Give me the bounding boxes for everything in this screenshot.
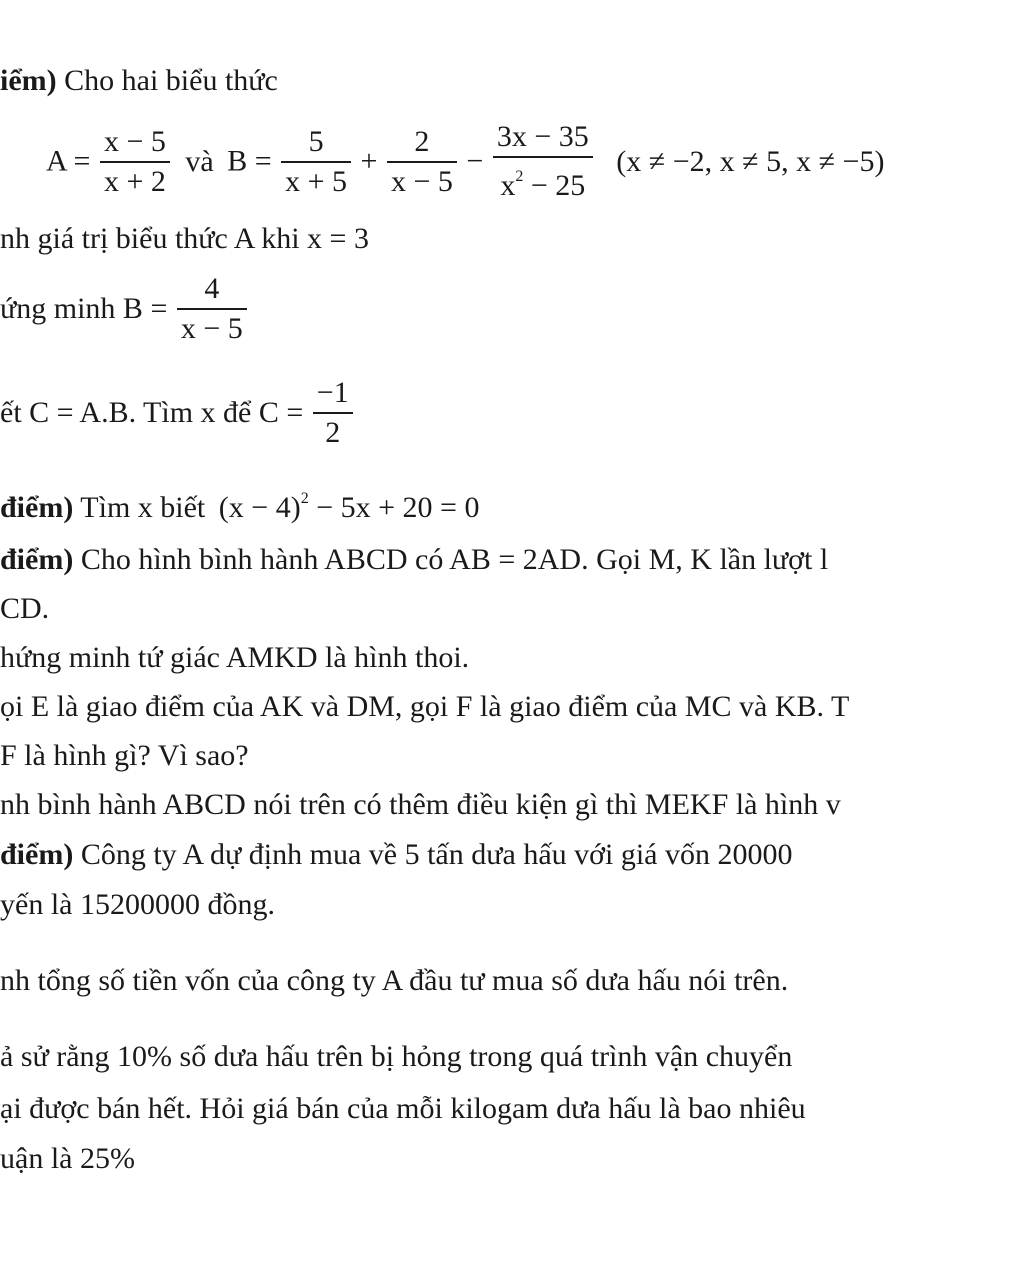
problem-text: Cho hai biểu thức xyxy=(56,64,278,97)
problem-text: Cho hình bình hành ABCD có AB = 2AD. Gọi M, K lần lượt l xyxy=(73,543,829,576)
den-rest: − 25 xyxy=(523,169,586,202)
text-line: F là hình gì? Vì sao? xyxy=(0,739,249,772)
fraction-denominator: x − 5 xyxy=(390,164,453,198)
fraction-denominator: x + 2 xyxy=(103,164,166,198)
a-label: A = xyxy=(46,144,91,178)
b-label: B = xyxy=(227,144,272,178)
fraction-numerator: 3x − 35 xyxy=(493,118,593,158)
problem-1-heading xyxy=(0,64,278,98)
text-line: yến là 15200000 đồng. xyxy=(0,888,275,921)
fraction-c xyxy=(313,374,353,452)
points-label: iểm) xyxy=(0,64,57,97)
question-3c: nh bình hành ABCD nói trên có thêm điều kiện gì thì MEKF là hình v xyxy=(0,788,841,821)
fraction-numerator: 4 xyxy=(177,270,247,310)
problem-text: Tìm x biết xyxy=(73,491,206,524)
equation xyxy=(219,491,480,524)
question-4a: nh tổng số tiền vốn của công ty A đầu tư mua số dưa hấu nói trên. xyxy=(0,964,789,997)
question-1a: nh giá trị biểu thức A khi x = 3 xyxy=(0,222,369,255)
question-text: ết C = A.B. Tìm x để C = xyxy=(0,396,304,429)
fraction-denominator: x − 5 xyxy=(180,312,243,345)
fraction-numerator: −1 xyxy=(313,374,353,414)
plus-sign: + xyxy=(360,144,378,178)
equation-exponent: 2 xyxy=(300,490,309,507)
fraction-denominator: 2 xyxy=(325,416,341,449)
text-line: ại được bán hết. Hỏi giá bán của mỗi kilogam dưa hấu là bao nhiêu xyxy=(0,1092,806,1125)
domain-condition: (x ≠ −2, x ≠ 5, x ≠ −5) xyxy=(616,144,885,178)
question-3b: ọi E là giao điểm của AK và DM, gọi F là giao điểm của MC và KB. T xyxy=(0,690,850,723)
equation-base: (x − 4) xyxy=(218,491,301,524)
conjunction: và xyxy=(185,144,214,178)
fraction-a xyxy=(100,123,170,201)
fraction-b3 xyxy=(493,118,593,205)
den-exponent: 2 xyxy=(515,168,524,185)
points-label: điểm) xyxy=(0,838,74,871)
fraction-numerator: x − 5 xyxy=(100,123,170,163)
question-text: ứng minh B = xyxy=(0,292,168,325)
formula-line-ab xyxy=(46,118,884,205)
fraction-numerator: 2 xyxy=(387,123,457,163)
points-label: điểm) xyxy=(0,491,74,524)
fraction-b2 xyxy=(387,123,457,201)
text-line: uận là 25% xyxy=(0,1142,135,1175)
problem-text: Công ty A dự định mua về 5 tấn dưa hấu với giá vốn 20000 xyxy=(73,838,793,871)
question-4b: ả sử rằng 10% số dưa hấu trên bị hỏng trong quá trình vận chuyển xyxy=(0,1040,793,1073)
problem-3-heading xyxy=(0,543,828,577)
fraction-4 xyxy=(177,270,247,348)
equation-rest: − 5x + 20 = 0 xyxy=(308,491,480,524)
problem-4-heading xyxy=(0,838,792,872)
question-1b xyxy=(0,270,249,348)
den-base: x xyxy=(500,169,516,202)
text-line: CD. xyxy=(0,592,50,625)
question-1c xyxy=(0,374,355,452)
fraction-numerator: 5 xyxy=(281,123,351,163)
points-label: điểm) xyxy=(0,543,74,576)
fraction-denominator: x + 5 xyxy=(285,164,348,198)
fraction-b1 xyxy=(281,123,351,201)
problem-2 xyxy=(0,482,479,525)
fraction-denominator xyxy=(493,158,593,205)
minus-sign: − xyxy=(466,144,484,178)
question-3a: hứng minh tứ giác AMKD là hình thoi. xyxy=(0,641,470,674)
